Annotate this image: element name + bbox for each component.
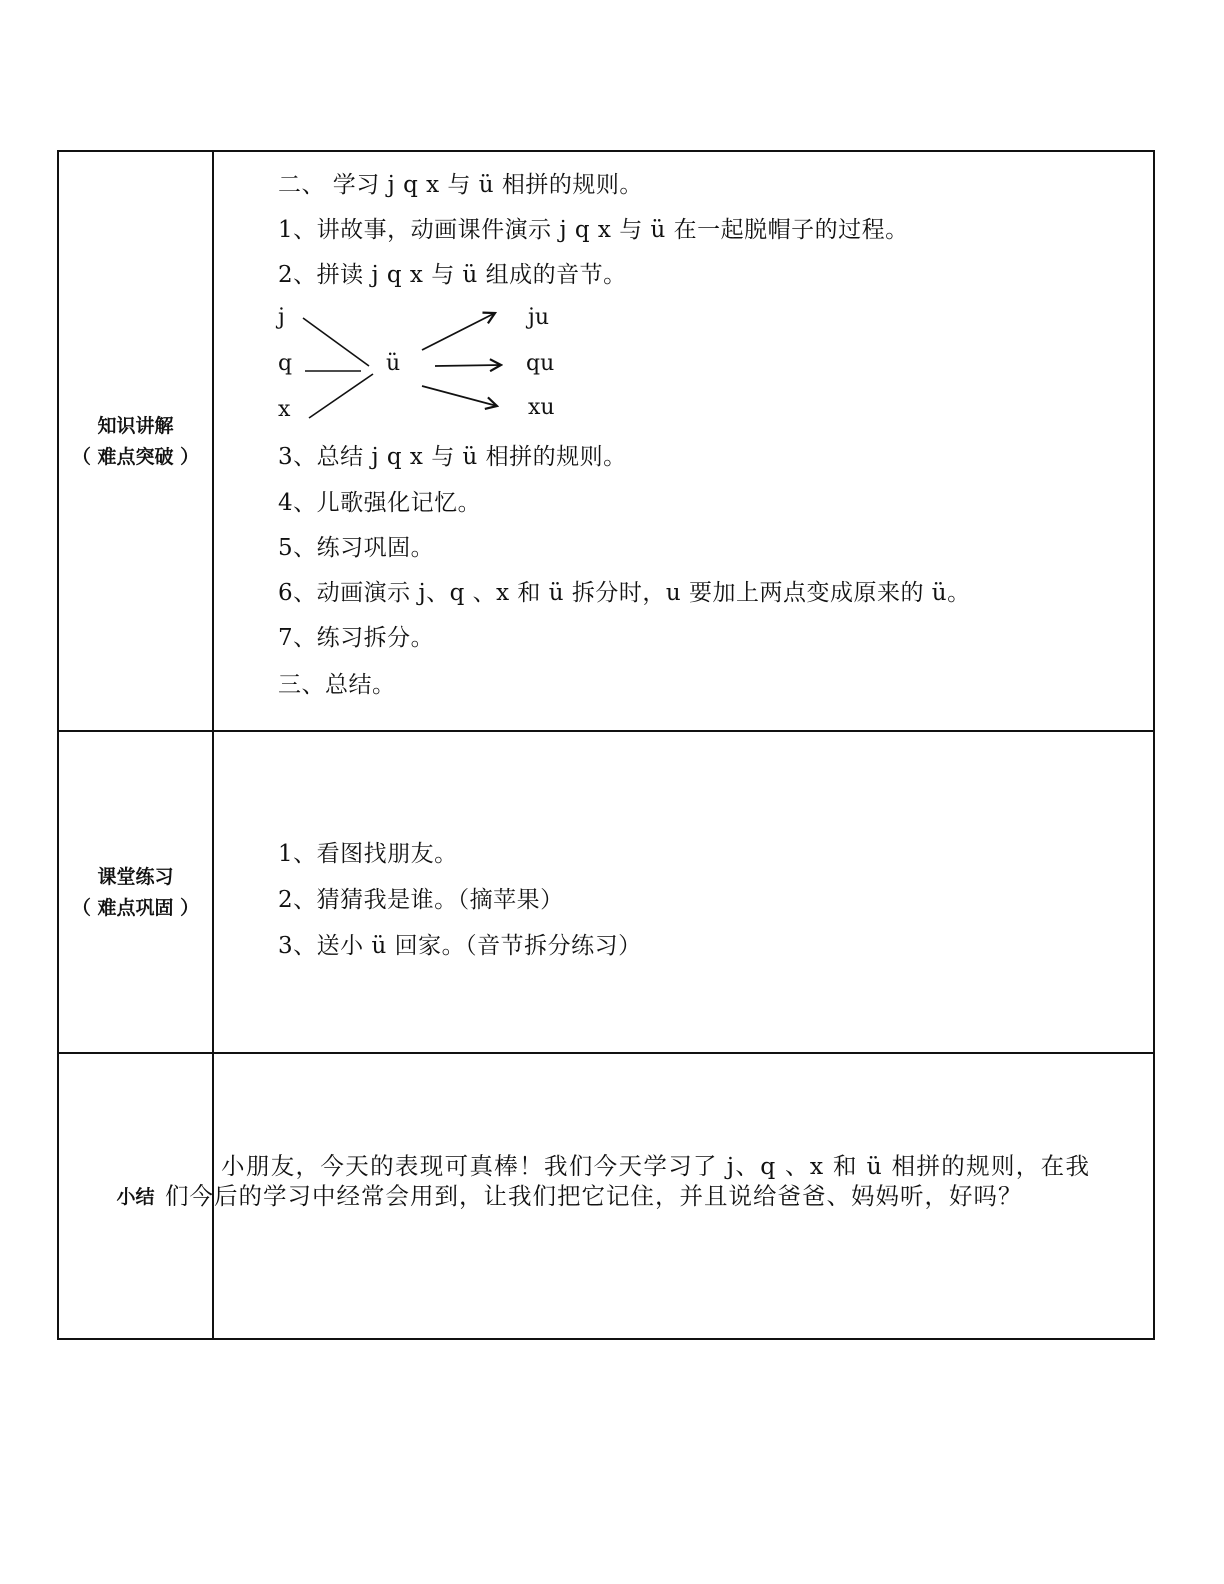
section-label-title: 小结 [116,1186,155,1208]
arrow-icon [422,386,497,406]
content-line: 6、动画演示 j、q 、x 和 ü 拆分时，u 要加上两点变成原来的 ü。 [278,580,971,606]
content-line: 1、讲故事，动画课件演示 j q x 与 ü 在一起脱帽子的过程。 [278,217,909,243]
syllable-qu: qu [526,351,555,376]
syllable-ju: ju [528,305,549,330]
content-line: 5、练习巩固。 [278,535,435,561]
initial-j: j [278,305,285,330]
content-line: 4、儿歌强化记忆。 [278,490,482,516]
row-divider [59,730,1153,732]
section-label-knowledge [59,411,212,473]
initial-q: q [278,351,293,376]
vowel-u-umlaut: ü [386,351,401,376]
section-label-practice [59,862,212,924]
arrow-icon [435,365,501,366]
syllable-xu: xu [528,395,555,420]
section-label-subtitle: （ 难点巩固 ） [71,897,200,919]
summary-paragraph: 小朋友，今天的表现可真棒！我们今天学习了 j、q 、x 和 ü 相拼的规则，在我们今后的学习中经常会用到，让我们把它记住，并且说给爸爸、妈妈听，好吗？ [165,1152,1090,1210]
pinyin-spelling-diagram [265,300,565,430]
content-line: 1、看图找朋友。 [278,841,458,867]
content-line: 二、 学习 j q x 与 ü 相拼的规则。 [278,172,643,198]
section-label-title: 课堂练习 [97,866,174,888]
row-divider [59,1052,1153,1054]
content-line: 7、练习拆分。 [278,625,435,651]
section-label-subtitle: （ 难点突破 ） [71,446,200,468]
content-line: 2、猜猜我是谁。（摘苹果） [278,887,564,913]
content-line: 2、拼读 j q x 与 ü 组成的音节。 [278,262,627,288]
content-line: 3、送小 ü 回家。（音节拆分练习） [278,933,642,959]
section-label-title: 知识讲解 [97,415,174,437]
arrow-icon [422,313,495,350]
content-line: 三、总结。 [278,672,396,698]
connector-line [309,374,373,418]
content-line: 3、总结 j q x 与 ü 相拼的规则。 [278,444,627,470]
connector-line [303,318,369,366]
initial-x: x [278,397,291,422]
